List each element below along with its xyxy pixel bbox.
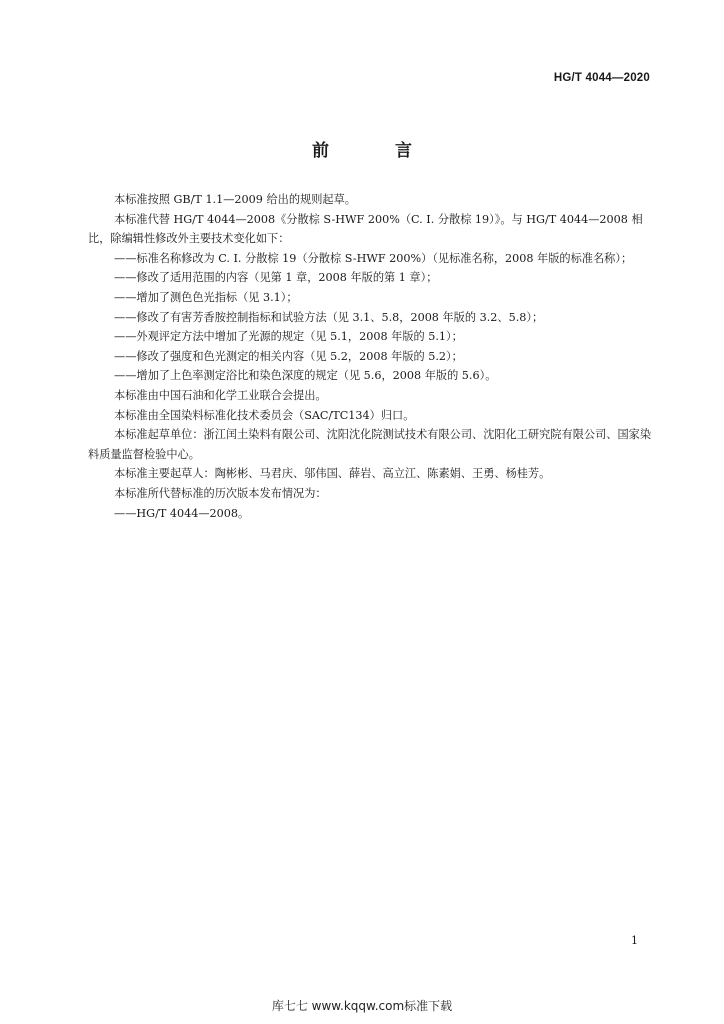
standard-code: HG/T 4044—2020 (553, 72, 650, 84)
page-title: 前 言 (312, 141, 442, 161)
preface-body (88, 190, 654, 523)
change-item: ——修改了强度和色光测定的相关内容（见 5.2，2008 年版的 5.2）； (114, 349, 463, 363)
change-item: ——外观评定方法中增加了光源的规定（见 5.1，2008 年版的 5.1）； (114, 330, 463, 344)
change-item: ——增加了测色色光指标（见 3.1）； (114, 290, 298, 304)
paragraph-history: 本标准所代替标准的历次版本发布情况为： (114, 486, 327, 500)
paragraph-drafters: 本标准主要起草人：陶彬彬、马君庆、邬伟国、薛岩、高立江、陈素娟、王勇、杨桂芳。 (114, 467, 551, 481)
change-item: ——修改了有害芳香胺控制指标和试验方法（见 3.1、5.8，2008 年版的 3.2、5.8）； (114, 310, 544, 324)
paragraph-drafting-units: 本标准起草单位：浙江闰土染料有限公司、沈阳沈化院测试技术有限公司、沈阳化工研究院有限公司、国家染料质量监督检验中心。 (88, 428, 652, 461)
paragraph-previous-version: ——HG/T 4044—2008。 (114, 506, 250, 520)
footer-watermark: 库七七 www.kqqw.com标准下载 (271, 999, 453, 1013)
page-number: 1 (631, 934, 638, 947)
paragraph-committee: 本标准由全国染料标准化技术委员会（SAC/TC134）归口。 (114, 408, 415, 422)
change-item: ——修改了适用范围的内容（见第 1 章，2008 年版的第 1 章）； (114, 271, 438, 285)
paragraph-drafting-rules: 本标准按照 GB/T 1.1—2009 给出的规则起草。 (114, 193, 356, 206)
change-item: ——增加了上色率测定浴比和染色深度的规定（见 5.6，2008 年版的 5.6）。 (114, 369, 497, 383)
paragraph-replacement: 本标准代替 HG/T 4044—2008《分散棕 S-HWF 200%（C. I. 分散棕 19）》。与 HG/T 4044—2008 相比，除编辑性修改外主要技术变化如下： (88, 212, 643, 246)
paragraph-proposer: 本标准由中国石油和化学工业联合会提出。 (114, 388, 327, 402)
change-item: ——标准名称修改为 C. I. 分散棕 19（分散棕 S-HWF 200%）（见标准名称，2008 年版的标准名称）； (114, 251, 633, 265)
